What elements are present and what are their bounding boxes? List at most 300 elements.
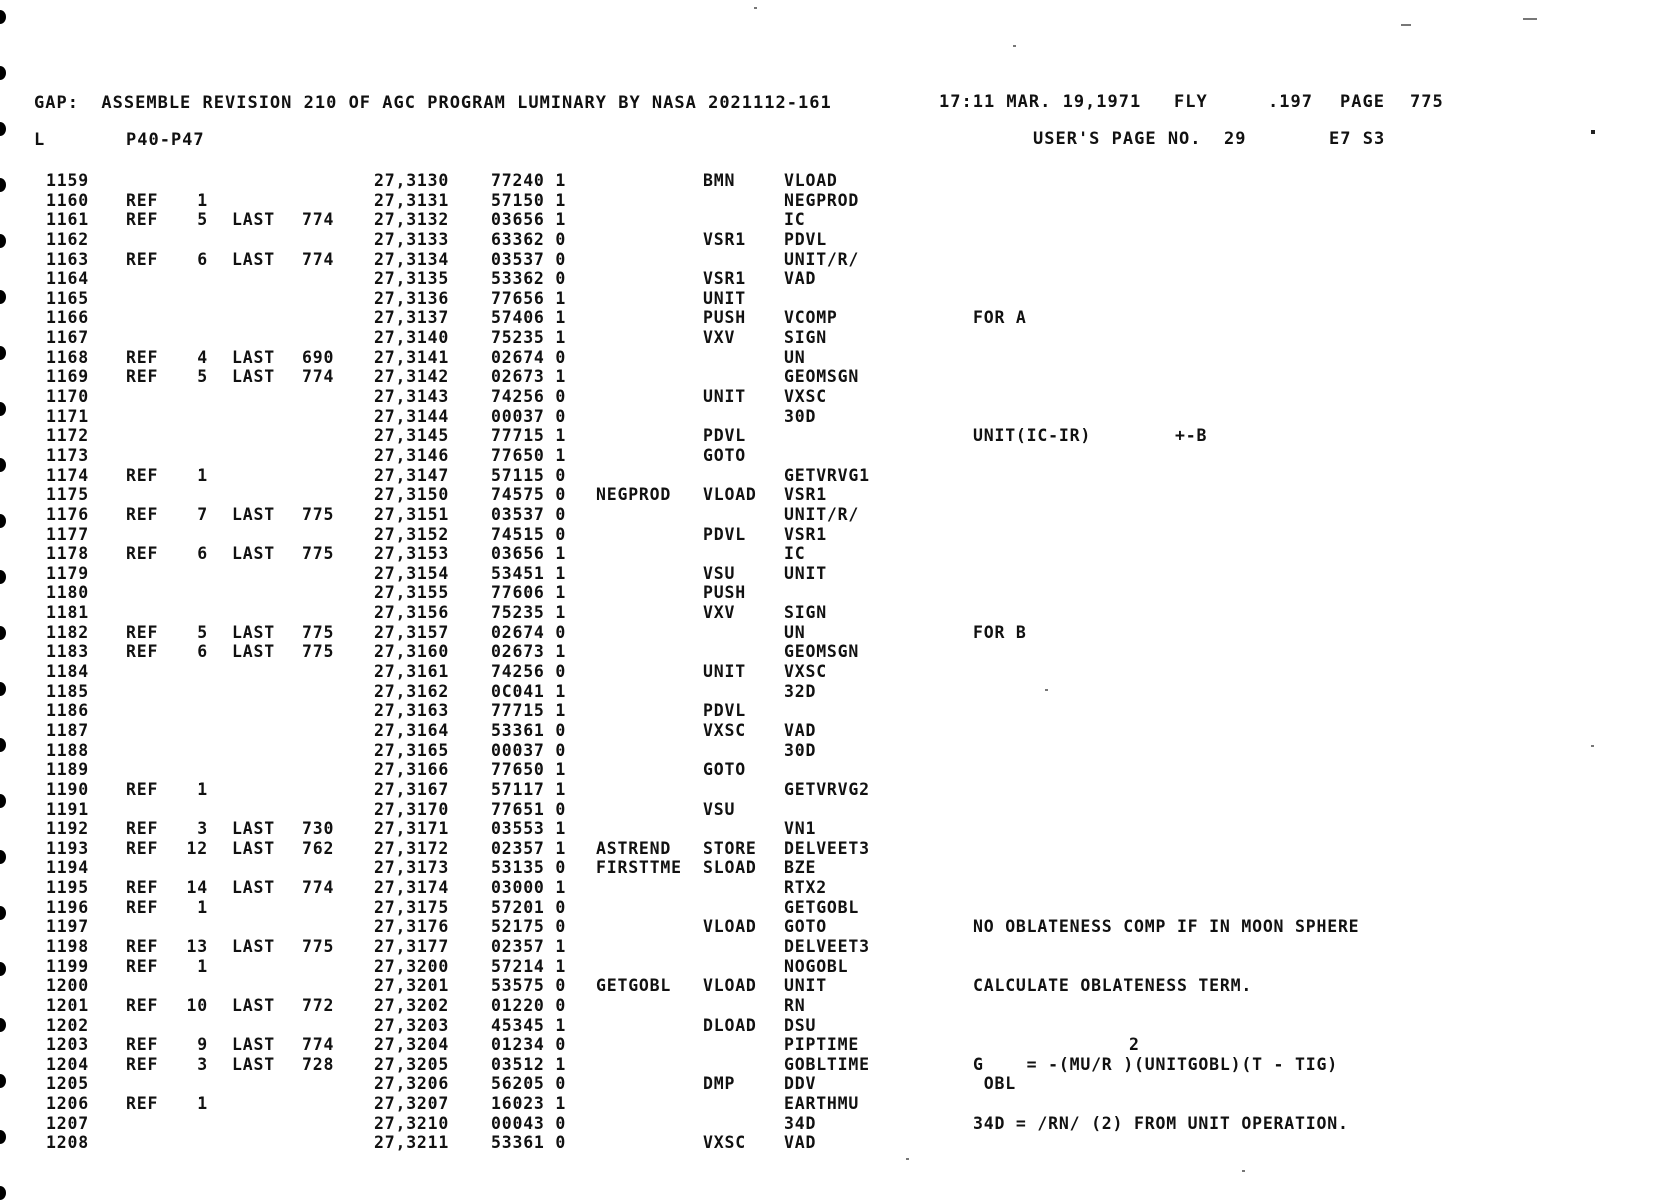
ref-marker: REF bbox=[126, 936, 159, 956]
listing-row bbox=[0, 269, 1660, 289]
listing-row bbox=[0, 485, 1660, 505]
last-page: 774 bbox=[302, 249, 335, 269]
label: FIRSTTME bbox=[596, 858, 682, 878]
octal-word: 53575 0 bbox=[491, 976, 567, 996]
ref-count: 1 bbox=[197, 465, 208, 485]
line-number: 1181 bbox=[46, 603, 89, 623]
listing-row bbox=[0, 426, 1660, 446]
ref-count: 5 bbox=[197, 210, 208, 230]
last-marker: LAST bbox=[232, 347, 275, 367]
operand: IC bbox=[784, 544, 806, 564]
last-marker: LAST bbox=[232, 249, 275, 269]
comment: 34D = /RN/ (2) FROM UNIT OPERATION. bbox=[973, 1113, 1349, 1133]
listing-row bbox=[0, 230, 1660, 250]
listing-row bbox=[0, 996, 1660, 1016]
page-label: PAGE bbox=[1340, 92, 1385, 112]
ref-marker: REF bbox=[126, 504, 159, 524]
line-number: 1192 bbox=[46, 819, 89, 839]
listing-row bbox=[0, 819, 1660, 839]
listing-row bbox=[0, 976, 1660, 996]
line-number: 1197 bbox=[46, 917, 89, 937]
listing-row bbox=[0, 367, 1660, 387]
listing-row bbox=[0, 348, 1660, 368]
octal-word: 02357 1 bbox=[491, 838, 567, 858]
ref-marker: REF bbox=[126, 210, 159, 230]
ref-count: 13 bbox=[186, 936, 208, 956]
octal-word: 56205 0 bbox=[491, 1074, 567, 1094]
last-marker: LAST bbox=[232, 210, 275, 230]
ref-count: 1 bbox=[197, 1094, 208, 1114]
operand: DELVEET3 bbox=[784, 838, 870, 858]
octal-word: 03512 1 bbox=[491, 1054, 567, 1074]
listing-row bbox=[0, 525, 1660, 545]
line-number: 1170 bbox=[46, 387, 89, 407]
listing-row bbox=[0, 878, 1660, 898]
operand: UNIT bbox=[784, 563, 827, 583]
ref-count: 1 bbox=[197, 897, 208, 917]
address: 27,3210 bbox=[374, 1113, 450, 1133]
octal-word: 02674 0 bbox=[491, 347, 567, 367]
operand: VAD bbox=[784, 1133, 817, 1153]
last-page: 774 bbox=[302, 878, 335, 898]
ref-count: 6 bbox=[197, 544, 208, 564]
assembly-title: GAP: ASSEMBLE REVISION 210 OF AGC PROGRAM LUMINARY BY NASA 2021112-161 bbox=[34, 93, 832, 113]
address: 27,3135 bbox=[374, 269, 450, 289]
ref-marker: REF bbox=[126, 190, 159, 210]
scan-speck bbox=[1242, 1170, 1245, 1172]
ref-count: 5 bbox=[197, 367, 208, 387]
operand: GEOMSGN bbox=[784, 642, 860, 662]
address: 27,3143 bbox=[374, 387, 450, 407]
opcode: PUSH bbox=[703, 308, 746, 328]
line-number: 1184 bbox=[46, 662, 89, 682]
address: 27,3164 bbox=[374, 720, 450, 740]
line-number: 1186 bbox=[46, 701, 89, 721]
ref-count: 14 bbox=[186, 878, 208, 898]
line-number: 1207 bbox=[46, 1113, 89, 1133]
punch-hole bbox=[0, 122, 6, 136]
scan-speck bbox=[1401, 24, 1411, 26]
listing-row bbox=[0, 682, 1660, 702]
address: 27,3150 bbox=[374, 485, 450, 505]
ref-count: 3 bbox=[197, 819, 208, 839]
address: 27,3201 bbox=[374, 976, 450, 996]
octal-word: 57115 0 bbox=[491, 465, 567, 485]
line-number: 1208 bbox=[46, 1133, 89, 1153]
comment: FOR A bbox=[973, 308, 1027, 328]
line-number: 1179 bbox=[46, 563, 89, 583]
operand: UN bbox=[784, 347, 806, 367]
address: 27,3147 bbox=[374, 465, 450, 485]
last-marker: LAST bbox=[232, 1035, 275, 1055]
address: 27,3156 bbox=[374, 603, 450, 623]
octal-word: 00043 0 bbox=[491, 1113, 567, 1133]
operand: VCOMP bbox=[784, 308, 838, 328]
label: ASTREND bbox=[596, 838, 672, 858]
octal-word: 57117 1 bbox=[491, 779, 567, 799]
address: 27,3130 bbox=[374, 171, 450, 190]
octal-word: 77650 1 bbox=[491, 445, 567, 465]
label: NEGPROD bbox=[596, 485, 672, 505]
line-number: 1177 bbox=[46, 524, 89, 544]
line-number: 1198 bbox=[46, 936, 89, 956]
label: GETGOBL bbox=[596, 976, 672, 996]
listing-row bbox=[0, 250, 1660, 270]
opcode: PDVL bbox=[703, 426, 746, 446]
line-number: 1173 bbox=[46, 445, 89, 465]
listing-row bbox=[0, 1055, 1660, 1075]
operand: EARTHMU bbox=[784, 1094, 860, 1114]
address: 27,3136 bbox=[374, 288, 450, 308]
comment: UNIT(IC-IR) bbox=[973, 426, 1092, 446]
comment-extra: +-B bbox=[1175, 426, 1208, 446]
listing-row bbox=[0, 1035, 1660, 1055]
ref-marker: REF bbox=[126, 897, 159, 917]
octal-word: 77656 1 bbox=[491, 288, 567, 308]
ref-marker: REF bbox=[126, 1035, 159, 1055]
ref-count: 1 bbox=[197, 190, 208, 210]
operand: GEOMSGN bbox=[784, 367, 860, 387]
ref-marker: REF bbox=[126, 878, 159, 898]
listing-row bbox=[0, 780, 1660, 800]
octal-word: 57406 1 bbox=[491, 308, 567, 328]
last-page: 775 bbox=[302, 544, 335, 564]
line-number: 1161 bbox=[46, 210, 89, 230]
line-number: 1164 bbox=[46, 269, 89, 289]
ref-marker: REF bbox=[126, 465, 159, 485]
octal-word: 03656 1 bbox=[491, 544, 567, 564]
opcode: UNIT bbox=[703, 387, 746, 407]
address: 27,3205 bbox=[374, 1054, 450, 1074]
line-number: 1193 bbox=[46, 838, 89, 858]
operand: VAD bbox=[784, 720, 817, 740]
line-number: 1165 bbox=[46, 288, 89, 308]
address: 27,3134 bbox=[374, 249, 450, 269]
address: 27,3140 bbox=[374, 328, 450, 348]
opcode: VXSC bbox=[703, 720, 746, 740]
assembly-listing bbox=[0, 171, 1660, 1153]
address: 27,3200 bbox=[374, 956, 450, 976]
last-marker: LAST bbox=[232, 819, 275, 839]
last-page: 728 bbox=[302, 1054, 335, 1074]
comment: CALCULATE OBLATENESS TERM. bbox=[973, 976, 1253, 996]
listing-row bbox=[0, 957, 1660, 977]
octal-word: 01220 0 bbox=[491, 995, 567, 1015]
ref-count: 6 bbox=[197, 249, 208, 269]
ref-marker: REF bbox=[126, 1094, 159, 1114]
octal-word: 77715 1 bbox=[491, 701, 567, 721]
listing-row bbox=[0, 1094, 1660, 1114]
line-number: 1201 bbox=[46, 995, 89, 1015]
section-name: P40-P47 bbox=[126, 130, 205, 150]
opcode: UNIT bbox=[703, 662, 746, 682]
last-page: 775 bbox=[302, 504, 335, 524]
last-page: 774 bbox=[302, 1035, 335, 1055]
line-number: 1172 bbox=[46, 426, 89, 446]
octal-word: 03537 0 bbox=[491, 504, 567, 524]
address: 27,3141 bbox=[374, 347, 450, 367]
listing-row bbox=[0, 603, 1660, 623]
opcode: PDVL bbox=[703, 524, 746, 544]
operand: DDV bbox=[784, 1074, 817, 1094]
line-number: 1169 bbox=[46, 367, 89, 387]
opcode: DLOAD bbox=[703, 1015, 757, 1035]
ref-count: 7 bbox=[197, 504, 208, 524]
operand: NEGPROD bbox=[784, 190, 860, 210]
line-number: 1205 bbox=[46, 1074, 89, 1094]
operand: GOBLTIME bbox=[784, 1054, 870, 1074]
address: 27,3203 bbox=[374, 1015, 450, 1035]
address: 27,3202 bbox=[374, 995, 450, 1015]
operand: VSR1 bbox=[784, 524, 827, 544]
opcode: VLOAD bbox=[703, 917, 757, 937]
page-number: 775 bbox=[1410, 92, 1444, 112]
exponent-superscript: 2 bbox=[1129, 1035, 1139, 1054]
line-number: 1185 bbox=[46, 681, 89, 701]
punch-hole bbox=[0, 10, 6, 24]
ref-count: 6 bbox=[197, 642, 208, 662]
ref-marker: REF bbox=[126, 995, 159, 1015]
address: 27,3144 bbox=[374, 406, 450, 426]
last-page: 730 bbox=[302, 819, 335, 839]
ref-marker: REF bbox=[126, 249, 159, 269]
operand: SIGN bbox=[784, 603, 827, 623]
comment: NO OBLATENESS COMP IF IN MOON SPHERE bbox=[973, 917, 1360, 937]
address: 27,3132 bbox=[374, 210, 450, 230]
octal-word: 77651 0 bbox=[491, 799, 567, 819]
octal-word: 53135 0 bbox=[491, 858, 567, 878]
line-number: 1188 bbox=[46, 740, 89, 760]
last-marker: LAST bbox=[232, 995, 275, 1015]
comment: G = -(MU/R )(UNITGOBL)(T - TIG) bbox=[973, 1054, 1338, 1074]
comment: OBL bbox=[973, 1074, 1016, 1094]
opcode: PDVL bbox=[703, 701, 746, 721]
listing-row bbox=[0, 701, 1660, 721]
address: 27,3153 bbox=[374, 544, 450, 564]
operand: UNIT/R/ bbox=[784, 249, 860, 269]
opcode: VLOAD bbox=[703, 485, 757, 505]
operand: VAD bbox=[784, 269, 817, 289]
operand: PDVL bbox=[784, 229, 827, 249]
ref-count: 3 bbox=[197, 1054, 208, 1074]
octal-word: 52175 0 bbox=[491, 917, 567, 937]
operand: 34D bbox=[784, 1113, 817, 1133]
line-number: 1174 bbox=[46, 465, 89, 485]
operand: GOTO bbox=[784, 917, 827, 937]
punch-hole bbox=[0, 66, 6, 80]
line-number: 1189 bbox=[46, 760, 89, 780]
octal-word: 75235 1 bbox=[491, 328, 567, 348]
address: 27,3161 bbox=[374, 662, 450, 682]
ref-marker: REF bbox=[126, 347, 159, 367]
octal-word: 74575 0 bbox=[491, 485, 567, 505]
operand: 30D bbox=[784, 406, 817, 426]
listing-row bbox=[0, 839, 1660, 859]
listing-row bbox=[0, 858, 1660, 878]
listing-row bbox=[0, 1074, 1660, 1094]
octal-word: 57150 1 bbox=[491, 190, 567, 210]
octal-word: 03537 0 bbox=[491, 249, 567, 269]
address: 27,3163 bbox=[374, 701, 450, 721]
octal-word: 53361 0 bbox=[491, 720, 567, 740]
ref-count: 10 bbox=[186, 995, 208, 1015]
listing-row bbox=[0, 210, 1660, 230]
octal-word: 03656 1 bbox=[491, 210, 567, 230]
ref-marker: REF bbox=[126, 622, 159, 642]
punch-hole bbox=[0, 1186, 6, 1200]
listing-row bbox=[0, 308, 1660, 328]
line-number: 1191 bbox=[46, 799, 89, 819]
line-number: 1175 bbox=[46, 485, 89, 505]
ref-count: 12 bbox=[186, 838, 208, 858]
ref-marker: REF bbox=[126, 819, 159, 839]
last-marker: LAST bbox=[232, 622, 275, 642]
listing-row bbox=[0, 446, 1660, 466]
octal-word: 53362 0 bbox=[491, 269, 567, 289]
line-number: 1182 bbox=[46, 622, 89, 642]
listing-row bbox=[0, 662, 1660, 682]
opcode: UNIT bbox=[703, 288, 746, 308]
listing-row bbox=[0, 505, 1660, 525]
octal-word: 02674 0 bbox=[491, 622, 567, 642]
listing-row bbox=[0, 642, 1660, 662]
fly-label: FLY bbox=[1174, 92, 1208, 112]
operand: BZE bbox=[784, 858, 817, 878]
octal-word: 02673 1 bbox=[491, 642, 567, 662]
listing-row bbox=[0, 623, 1660, 643]
opcode: SLOAD bbox=[703, 858, 757, 878]
listing-row bbox=[0, 564, 1660, 584]
address: 27,3167 bbox=[374, 779, 450, 799]
last-marker: LAST bbox=[232, 642, 275, 662]
octal-word: 45345 1 bbox=[491, 1015, 567, 1035]
last-page: 775 bbox=[302, 936, 335, 956]
scan-speck bbox=[906, 1158, 909, 1160]
last-page: 772 bbox=[302, 995, 335, 1015]
address: 27,3133 bbox=[374, 229, 450, 249]
address: 27,3176 bbox=[374, 917, 450, 937]
operand: VXSC bbox=[784, 387, 827, 407]
operand: VXSC bbox=[784, 662, 827, 682]
line-number: 1187 bbox=[46, 720, 89, 740]
last-marker: LAST bbox=[232, 838, 275, 858]
line-number: 1162 bbox=[46, 229, 89, 249]
octal-word: 03553 1 bbox=[491, 819, 567, 839]
ref-count: 4 bbox=[197, 347, 208, 367]
octal-word: 16023 1 bbox=[491, 1094, 567, 1114]
last-page: 775 bbox=[302, 622, 335, 642]
last-marker: LAST bbox=[232, 504, 275, 524]
line-number: 1168 bbox=[46, 347, 89, 367]
line-number: 1167 bbox=[46, 328, 89, 348]
listing-row bbox=[0, 721, 1660, 741]
line-number: 1204 bbox=[46, 1054, 89, 1074]
octal-word: 77715 1 bbox=[491, 426, 567, 446]
last-marker: LAST bbox=[232, 936, 275, 956]
operand: 32D bbox=[784, 681, 817, 701]
opcode: PUSH bbox=[703, 583, 746, 603]
address: 27,3211 bbox=[374, 1133, 450, 1153]
line-number: 1166 bbox=[46, 308, 89, 328]
octal-word: 53361 0 bbox=[491, 1133, 567, 1153]
operand: UNIT bbox=[784, 976, 827, 996]
ref-count: 5 bbox=[197, 622, 208, 642]
line-number: 1200 bbox=[46, 976, 89, 996]
last-page: 690 bbox=[302, 347, 335, 367]
last-page: 775 bbox=[302, 642, 335, 662]
scan-speck bbox=[1523, 18, 1537, 20]
address: 27,3160 bbox=[374, 642, 450, 662]
last-page: 774 bbox=[302, 367, 335, 387]
line-number: 1159 bbox=[46, 171, 89, 190]
opcode: GOTO bbox=[703, 760, 746, 780]
address: 27,3165 bbox=[374, 740, 450, 760]
opcode: VSR1 bbox=[703, 229, 746, 249]
listing-row bbox=[0, 741, 1660, 761]
opcode: VSU bbox=[703, 563, 736, 583]
address: 27,3170 bbox=[374, 799, 450, 819]
octal-word: 63362 0 bbox=[491, 229, 567, 249]
address: 27,3145 bbox=[374, 426, 450, 446]
octal-word: 00037 0 bbox=[491, 406, 567, 426]
operand: PIPTIME bbox=[784, 1035, 860, 1055]
line-number: 1196 bbox=[46, 897, 89, 917]
last-marker: LAST bbox=[232, 878, 275, 898]
operand: UNIT/R/ bbox=[784, 504, 860, 524]
octal-word: 74515 0 bbox=[491, 524, 567, 544]
listing-row bbox=[0, 466, 1660, 486]
operand: NOGOBL bbox=[784, 956, 849, 976]
last-marker: LAST bbox=[232, 367, 275, 387]
address: 27,3175 bbox=[374, 897, 450, 917]
opcode: VSR1 bbox=[703, 269, 746, 289]
ref-count: 1 bbox=[197, 779, 208, 799]
address: 27,3131 bbox=[374, 190, 450, 210]
ref-marker: REF bbox=[126, 367, 159, 387]
last-marker: LAST bbox=[232, 544, 275, 564]
users-page-number: USER'S PAGE NO. 29 bbox=[1033, 129, 1247, 149]
opcode: BMN bbox=[703, 171, 736, 190]
opcode: DMP bbox=[703, 1074, 736, 1094]
octal-word: 74256 0 bbox=[491, 387, 567, 407]
opcode: VXV bbox=[703, 328, 736, 348]
last-marker: LAST bbox=[232, 1054, 275, 1074]
operand: GETVRVG2 bbox=[784, 779, 870, 799]
listing-row bbox=[0, 171, 1660, 191]
opcode: VSU bbox=[703, 799, 736, 819]
line-number: 1178 bbox=[46, 544, 89, 564]
timestamp: 17:11 MAR. 19,1971 bbox=[939, 92, 1142, 112]
listing-row bbox=[0, 191, 1660, 211]
ref-count: 9 bbox=[197, 1035, 208, 1055]
octal-word: 03000 1 bbox=[491, 878, 567, 898]
operand: UN bbox=[784, 622, 806, 642]
address: 27,3137 bbox=[374, 308, 450, 328]
listing-row bbox=[0, 937, 1660, 957]
operand: RTX2 bbox=[784, 878, 827, 898]
address: 27,3162 bbox=[374, 681, 450, 701]
operand: RN bbox=[784, 995, 806, 1015]
opcode: STORE bbox=[703, 838, 757, 858]
address: 27,3173 bbox=[374, 858, 450, 878]
line-number: 1199 bbox=[46, 956, 89, 976]
opcode: VLOAD bbox=[703, 976, 757, 996]
comment: FOR B bbox=[973, 622, 1027, 642]
operand: SIGN bbox=[784, 328, 827, 348]
scan-speck bbox=[1013, 45, 1016, 47]
last-page: 762 bbox=[302, 838, 335, 858]
listing-row bbox=[0, 898, 1660, 918]
